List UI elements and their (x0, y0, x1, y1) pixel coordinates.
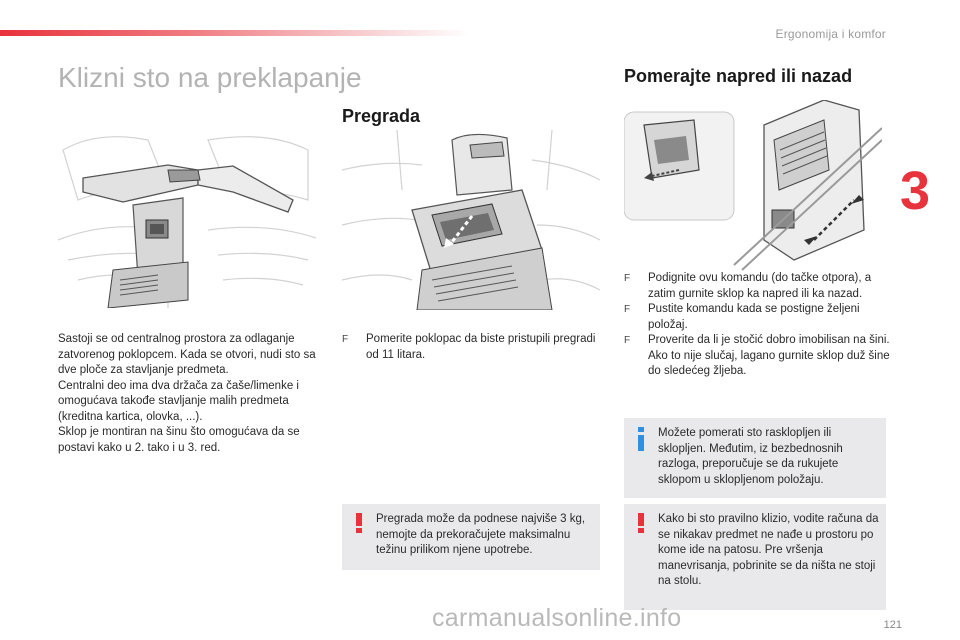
bullet-marker-icon: F (624, 335, 631, 346)
pomerajte-bullet-list (624, 271, 890, 380)
section-title-pregrada: Pregrada (342, 106, 421, 126)
intro-text (58, 332, 320, 456)
storage-compartment-illustration (342, 130, 600, 310)
bullet-marker-icon: F (624, 304, 631, 315)
folding-table-illustration (58, 130, 316, 308)
list-item (624, 271, 890, 302)
bullet-marker-icon: F (624, 273, 631, 284)
pregrada-bullet-list (342, 332, 604, 363)
intro-paragraph: Centralni deo ima dva držača za čaše/limenke i omogućava takođe stavljanje malih predmeta (kreditna kartica, olovka, ...). (58, 379, 299, 423)
section-title-pomerajte: Pomerajte napred ili nazad (624, 66, 853, 86)
warning-exclamation-icon (352, 512, 366, 534)
info-i-icon (634, 426, 648, 452)
warning-note-pregrada (342, 504, 600, 570)
rail-slide-illustration (624, 100, 882, 272)
warning-note-text: Kako bi sto pravilno klizio, vodite računa da se nikakav predmet ne nađe u prostoru po kome ide na patosu. Pre vršenja manevrisanja, pobrinite se da ništa ne stoji na stolu. (658, 513, 879, 587)
list-item-text: Proverite da li je stočić dobro imobilisan na šini. Ako to nije slučaj, lagano gurnite sklop duž šine do sledećeg žljeba. (648, 334, 890, 377)
info-note (624, 418, 886, 498)
chapter-number: 3 (900, 161, 931, 221)
page-title: Klizni sto na preklapanje (58, 62, 362, 93)
page-number: 121 (883, 619, 902, 631)
intro-paragraph: Sastoji se od centralnog prostora za odlaganje zatvorenog poklopcem. Kada se otvori, nudi sto sa dve ploče za stavljanje predmeta. (58, 333, 316, 376)
section-label: Ergonomija i komfor (775, 27, 886, 41)
header-accent-bar (0, 30, 470, 36)
warning-note-text: Pregrada može da podnese najviše 3 kg, nemojte da prekoračujete maksimalnu težinu prilikom njene upotrebe. (376, 513, 586, 556)
list-item (624, 333, 890, 380)
bullet-marker-icon: F (342, 334, 349, 345)
list-item (624, 302, 890, 333)
info-note-text: Možete pomerati sto rasklopljen ili sklopljen. Međutim, iz bezbednosnih razloga, preporučuje se da rukujete sklopom u sklopljenom položaju. (658, 427, 843, 486)
list-item-text: Pomerite poklopac da biste pristupili pregradi od 11 litara. (366, 333, 596, 361)
list-item-text: Pustite komandu kada se postigne željeni položaj. (648, 303, 860, 331)
list-item (342, 332, 604, 363)
warning-exclamation-icon (634, 512, 648, 534)
watermark: carmanualsonline.info (432, 604, 682, 632)
warning-note-pomerajte (624, 504, 886, 610)
list-item-text: Podignite ovu komandu (do tačke otpora), a zatim gurnite sklop ka napred ili ka nazad. (648, 272, 872, 300)
intro-paragraph: Sklop je montiran na šinu što omogućava da se postavi kako u 2. tako i u 3. red. (58, 426, 300, 454)
